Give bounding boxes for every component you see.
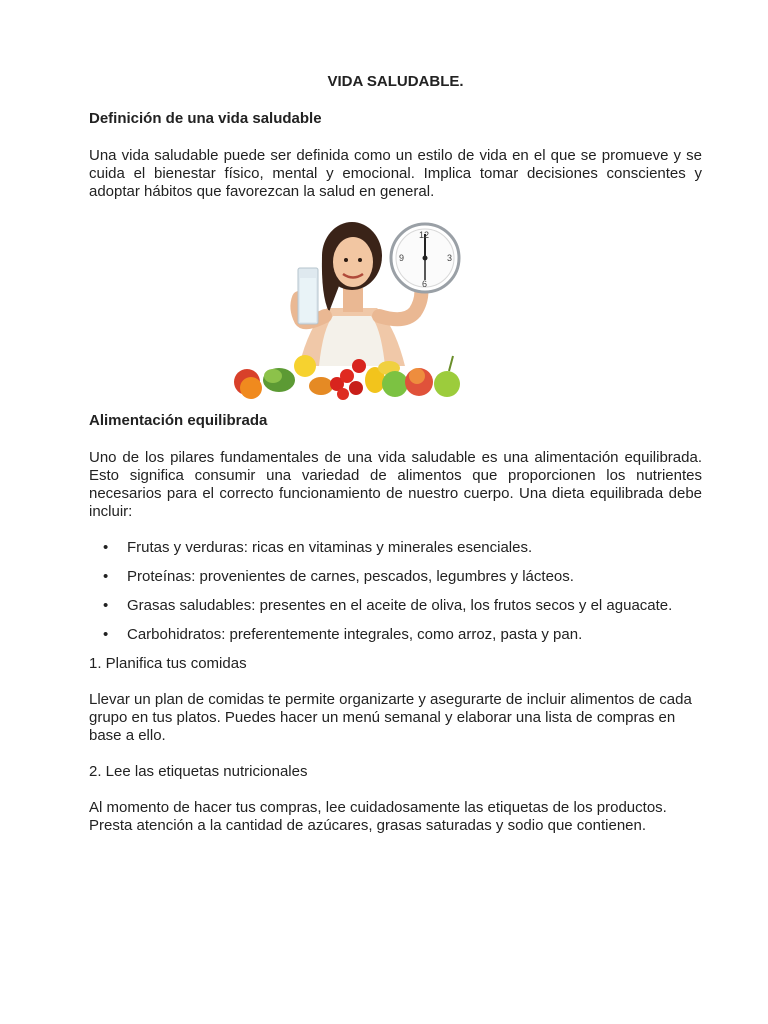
- list-item-text: Proteínas: provenientes de carnes, pescados, legumbres y lácteos.: [127, 568, 574, 585]
- bullet-icon: •: [103, 597, 109, 614]
- svg-text:6: 6: [422, 279, 428, 289]
- bullet-icon: •: [103, 539, 109, 556]
- list-item: [89, 568, 702, 586]
- woman-water-clock-fruits-icon: [229, 216, 475, 402]
- svg-text:12: 12: [419, 230, 430, 240]
- paragraph-definition: Una vida saludable puede ser definida como un estilo de vida en el que se promueve y se cuida el bienestar físico, mental y emocional. Implica tomar decisiones conscientes y adoptar hábitos que favorezcan la salud en general.: [89, 147, 702, 200]
- paragraph-read-labels: Al momento de hacer tus compras, lee cuidadosamente las etiquetas de los productos. Presta atención a la cantidad de azúcares, grasas saturadas y sodio que contienen.: [89, 799, 667, 834]
- nutrition-list: [89, 539, 702, 644]
- list-item: [89, 597, 702, 615]
- section-heading-definition: Definición de una vida saludable: [89, 110, 322, 127]
- subheading-plan-meals: 1. Planifica tus comidas: [89, 655, 247, 672]
- list-item: [89, 626, 702, 644]
- section-heading-nutrition: Alimentación equilibrada: [89, 412, 268, 429]
- svg-text:3: 3: [447, 253, 453, 263]
- illustration-image: [229, 216, 475, 402]
- bullet-icon: •: [103, 626, 109, 643]
- document-title: VIDA SALUDABLE.: [327, 73, 464, 90]
- subheading-read-labels: 2. Lee las etiquetas nutricionales: [89, 763, 308, 780]
- list-item-text: Frutas y verduras: ricas en vitaminas y minerales esenciales.: [127, 539, 533, 556]
- bullet-icon: •: [103, 568, 109, 585]
- paragraph-plan-meals: Llevar un plan de comidas te permite organizarte y asegurarte de incluir alimentos de cada grupo en tus platos. Puedes hacer un menú semanal y elaborar una lista de compras en base a ello.: [89, 691, 692, 744]
- list-item-text: Carbohidratos: preferentemente integrales, como arroz, pasta y pan.: [127, 626, 583, 643]
- list-item: [89, 539, 702, 557]
- paragraph-nutrition: Uno de los pilares fundamentales de una vida saludable es una alimentación equilibrada. Esto significa consumir una variedad de alimentos que proporcionen los nutrientes necesarios para el correcto funcionamiento de nuestro cuerpo. Una dieta equilibrada debe incluir:: [89, 449, 702, 520]
- svg-text:9: 9: [399, 253, 405, 263]
- list-item-text: Grasas saludables: presentes en el aceite de oliva, los frutos secos y el aguacate.: [127, 597, 673, 614]
- document-body: [89, 73, 702, 853]
